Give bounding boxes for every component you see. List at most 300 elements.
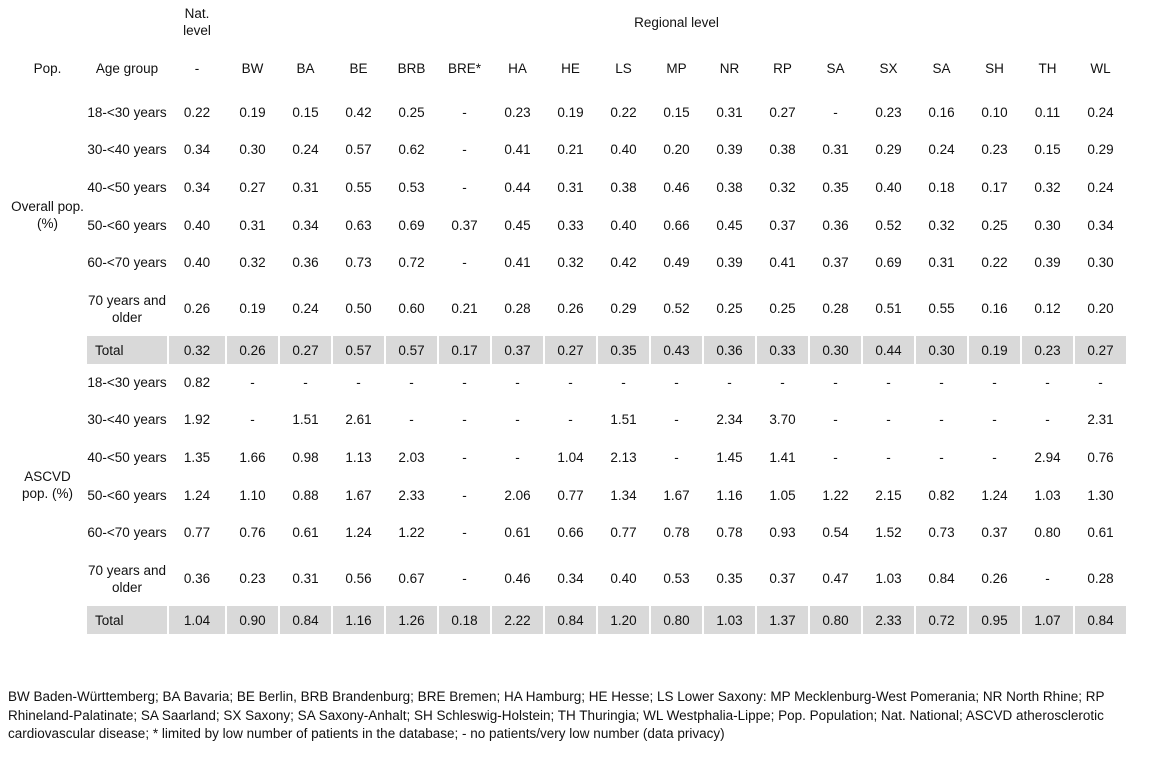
value-cell: 1.41: [769, 449, 796, 465]
value-cell: 0.49: [663, 255, 690, 270]
value-cell: -: [939, 412, 944, 427]
value-cell: 0.32: [928, 217, 955, 233]
value-cell: 0.31: [239, 217, 266, 233]
total-value-cell: 0.36: [704, 336, 755, 364]
total-value-cell: 1.04: [169, 606, 225, 634]
value-cell: -: [462, 525, 467, 540]
population-label: Overall pop. (%): [11, 199, 84, 231]
value-cell: 1.13: [345, 449, 372, 465]
value-cell: -: [674, 449, 679, 465]
total-row: [10, 336, 1126, 364]
value-cell: 0.31: [557, 179, 584, 195]
value-cell: 1.30: [1087, 487, 1114, 503]
value-cell: -: [462, 255, 467, 270]
value-cell: 0.42: [610, 255, 637, 270]
value-cell: 0.82: [928, 487, 955, 503]
total-value-cell: 0.26: [227, 336, 278, 364]
value-cell: 0.22: [610, 105, 637, 120]
total-value-cell: 0.33: [757, 336, 808, 364]
prevalence-table: [8, 2, 1128, 634]
value-cell: 0.38: [769, 142, 796, 157]
value-cell: 0.25: [716, 301, 743, 316]
value-cell: 0.41: [504, 255, 531, 270]
total-value-cell: 0.23: [1022, 336, 1073, 364]
value-cell: -: [462, 375, 467, 390]
value-cell: 0.29: [610, 301, 637, 316]
age-group-cell: 30-<40 years: [87, 142, 167, 157]
value-cell: 0.66: [557, 525, 584, 540]
value-cell: 0.66: [663, 217, 690, 233]
value-cell: 3.70: [769, 412, 796, 427]
value-cell: 0.31: [292, 179, 319, 195]
value-cell: 0.19: [557, 105, 584, 120]
value-cell: -: [462, 571, 467, 586]
value-cell: 0.23: [504, 105, 531, 120]
value-cell: 0.42: [345, 105, 372, 120]
total-value-cell: 0.32: [169, 336, 225, 364]
total-value-cell: 2.33: [863, 606, 914, 634]
region-header: BRE*: [447, 60, 481, 76]
age-group-cell: 50-<60 years: [87, 217, 167, 233]
value-cell: 0.23: [981, 142, 1008, 157]
region-header: RP: [773, 60, 792, 76]
value-cell: 0.76: [1087, 449, 1114, 465]
value-cell: 0.45: [716, 217, 743, 233]
value-cell: 0.24: [292, 301, 319, 316]
value-cell: 0.31: [716, 105, 743, 120]
value-cell: 0.15: [1034, 142, 1061, 157]
value-cell: -: [409, 412, 414, 427]
table-row: [10, 438, 1126, 476]
total-value-cell: 0.90: [227, 606, 278, 634]
region-header: TH: [1038, 60, 1057, 76]
value-cell: 1.67: [663, 487, 690, 503]
value-cell: -: [1045, 412, 1050, 427]
total-value-cell: 0.17: [439, 336, 490, 364]
total-value-cell: 0.19: [969, 336, 1020, 364]
region-header: LS: [615, 60, 632, 76]
value-cell: 0.78: [663, 525, 690, 540]
value-cell: 0.69: [398, 217, 425, 233]
value-cell: 0.41: [504, 142, 531, 157]
value-cell: 0.28: [504, 301, 531, 316]
value-cell: 0.36: [822, 217, 849, 233]
total-value-cell: 0.35: [598, 336, 649, 364]
total-value-cell: 0.18: [439, 606, 490, 634]
value-cell: 0.24: [1087, 179, 1114, 195]
value-cell: 0.67: [398, 571, 425, 586]
value-cell: -: [409, 375, 414, 390]
table-row: [10, 401, 1126, 438]
value-cell: 0.34: [1087, 217, 1114, 233]
value-cell: 0.46: [504, 571, 531, 586]
total-value-cell: 0.80: [651, 606, 702, 634]
value-cell: 0.26: [981, 571, 1008, 586]
value-cell: -: [992, 412, 997, 427]
value-cell: 0.77: [557, 487, 584, 503]
value-cell: 0.26: [557, 301, 584, 316]
value-cell: -: [939, 449, 944, 465]
value-cell: 0.78: [716, 525, 743, 540]
total-value-cell: 0.37: [492, 336, 543, 364]
value-cell: 0.40: [875, 179, 902, 195]
value-cell: 0.51: [875, 301, 902, 316]
value-cell: 0.35: [822, 179, 849, 195]
value-cell: 0.22: [981, 255, 1008, 270]
value-cell: -: [833, 449, 838, 465]
value-cell: 0.37: [981, 525, 1008, 540]
value-cell: 0.77: [183, 525, 211, 540]
value-cell: 2.03: [398, 449, 425, 465]
region-header: MP: [666, 60, 687, 76]
value-cell: 0.34: [183, 142, 211, 157]
value-cell: -: [462, 487, 467, 503]
value-cell: 1.66: [239, 449, 266, 465]
total-value-cell: 1.03: [704, 606, 755, 634]
region-header: SH: [985, 60, 1004, 76]
value-cell: 0.31: [292, 571, 319, 586]
table-row: [10, 131, 1126, 168]
value-cell: 0.61: [504, 525, 531, 540]
value-cell: 2.06: [504, 487, 531, 503]
value-cell: 0.12: [1034, 301, 1061, 316]
value-cell: 0.53: [663, 571, 690, 586]
value-cell: 0.57: [345, 142, 372, 157]
value-cell: 0.54: [822, 525, 849, 540]
value-cell: -: [356, 375, 361, 390]
age-group-cell: 18-<30 years: [87, 105, 167, 120]
value-cell: 0.55: [928, 301, 955, 316]
value-cell: 0.60: [398, 301, 425, 316]
total-value-cell: 1.26: [386, 606, 437, 634]
age-group-cell: 50-<60 years: [87, 487, 167, 503]
total-value-cell: 0.84: [280, 606, 331, 634]
value-cell: -: [568, 375, 573, 390]
value-cell: 0.31: [822, 142, 849, 157]
region-header: SA: [826, 60, 845, 76]
value-cell: 1.24: [981, 487, 1008, 503]
region-header: HA: [508, 60, 527, 76]
value-cell: 0.39: [716, 142, 743, 157]
value-cell: 0.80: [1034, 525, 1061, 540]
value-cell: 1.52: [875, 525, 902, 540]
value-cell: 0.40: [183, 255, 211, 270]
value-cell: 0.24: [1087, 105, 1114, 120]
value-cell: -: [515, 375, 520, 390]
value-cell: 1.45: [716, 449, 743, 465]
total-value-cell: 0.72: [916, 606, 967, 634]
value-cell: 0.35: [716, 571, 743, 586]
value-cell: 1.03: [1034, 487, 1061, 503]
value-cell: -: [462, 412, 467, 427]
value-cell: 1.35: [183, 449, 211, 465]
total-value-cell: 0.27: [1075, 336, 1126, 364]
value-cell: 0.30: [1087, 255, 1114, 270]
value-cell: -: [886, 449, 891, 465]
total-value-cell: 0.27: [545, 336, 596, 364]
value-cell: 0.23: [239, 571, 266, 586]
value-cell: 0.32: [557, 255, 584, 270]
region-header: BE: [349, 60, 368, 76]
value-cell: 0.40: [183, 217, 211, 233]
table-row: [10, 551, 1126, 606]
age-group-cell: 60-<70 years: [87, 255, 167, 270]
value-cell: 2.13: [610, 449, 637, 465]
total-value-cell: 0.43: [651, 336, 702, 364]
total-row: [10, 606, 1126, 634]
value-cell: 0.61: [1087, 525, 1114, 540]
table-row: [10, 168, 1126, 206]
value-cell: 0.40: [610, 217, 637, 233]
value-cell: 0.39: [716, 255, 743, 270]
value-cell: -: [568, 412, 573, 427]
total-value-cell: 0.57: [386, 336, 437, 364]
value-cell: 2.34: [716, 412, 743, 427]
value-cell: 1.51: [610, 412, 637, 427]
total-value-cell: 1.07: [1022, 606, 1073, 634]
value-cell: 0.10: [981, 105, 1008, 120]
total-value-cell: 0.30: [916, 336, 967, 364]
value-cell: 1.04: [557, 449, 584, 465]
value-cell: -: [621, 375, 626, 390]
age-group-cell: 60-<70 years: [87, 525, 167, 540]
value-cell: 0.98: [292, 449, 319, 465]
value-cell: 0.41: [769, 255, 796, 270]
value-cell: 0.52: [875, 217, 902, 233]
value-cell: 0.56: [345, 571, 372, 586]
value-cell: -: [1098, 375, 1103, 390]
value-cell: 0.29: [875, 142, 902, 157]
value-cell: -: [886, 375, 891, 390]
value-cell: 1.34: [610, 487, 637, 503]
value-cell: 0.76: [239, 525, 266, 540]
value-cell: 0.16: [981, 301, 1008, 316]
total-value-cell: 0.44: [863, 336, 914, 364]
value-cell: 0.23: [875, 105, 902, 120]
value-cell: 0.25: [398, 105, 425, 120]
table-row: [10, 244, 1126, 281]
value-cell: 0.25: [981, 217, 1008, 233]
value-cell: 0.24: [292, 142, 319, 157]
value-cell: 0.40: [610, 142, 637, 157]
value-cell: 0.37: [822, 255, 849, 270]
value-cell: 1.24: [345, 525, 372, 540]
value-cell: 0.61: [292, 525, 319, 540]
value-cell: 2.33: [398, 487, 425, 503]
value-cell: -: [250, 412, 255, 427]
region-header: BRB: [397, 60, 426, 76]
value-cell: 0.15: [292, 105, 319, 120]
value-cell: 0.72: [398, 255, 425, 270]
value-cell: -: [515, 412, 520, 427]
value-cell: 2.61: [345, 412, 372, 427]
value-cell: 0.27: [239, 179, 266, 195]
value-cell: 0.25: [769, 301, 796, 316]
value-cell: 0.32: [769, 179, 796, 195]
value-cell: -: [780, 375, 785, 390]
value-cell: 0.26: [183, 301, 211, 316]
value-cell: 0.47: [822, 571, 849, 586]
value-cell: 1.51: [292, 412, 319, 427]
value-cell: -: [515, 449, 520, 465]
age-group-cell: 40-<50 years: [87, 179, 167, 195]
value-cell: 0.77: [610, 525, 637, 540]
value-cell: 0.40: [610, 571, 637, 586]
value-cell: 0.34: [292, 217, 319, 233]
value-cell: 0.88: [292, 487, 319, 503]
value-cell: 0.38: [610, 179, 637, 195]
value-cell: 0.33: [557, 217, 584, 233]
value-cell: 0.44: [504, 179, 531, 195]
total-value-cell: 1.20: [598, 606, 649, 634]
value-cell: 0.38: [716, 179, 743, 195]
value-cell: -: [462, 449, 467, 465]
value-cell: -: [674, 375, 679, 390]
value-cell: 1.22: [822, 487, 849, 503]
table-row: [10, 514, 1126, 551]
value-cell: 1.92: [183, 412, 211, 427]
value-cell: 0.28: [1087, 571, 1114, 586]
value-cell: 0.34: [183, 179, 211, 195]
total-value-cell: 0.84: [545, 606, 596, 634]
value-cell: 0.32: [239, 255, 266, 270]
value-cell: 1.16: [716, 487, 743, 503]
value-cell: 0.16: [928, 105, 955, 120]
value-cell: -: [462, 105, 467, 120]
total-value-cell: 0.27: [280, 336, 331, 364]
value-cell: 0.20: [1087, 301, 1114, 316]
value-cell: 0.20: [663, 142, 690, 157]
value-cell: 0.19: [239, 301, 266, 316]
value-cell: 2.15: [875, 487, 902, 503]
value-cell: 0.52: [663, 301, 690, 316]
region-header: NR: [719, 60, 740, 76]
region-header: WL: [1090, 60, 1111, 76]
value-cell: -: [992, 375, 997, 390]
value-cell: 1.03: [875, 571, 902, 586]
value-cell: 0.21: [557, 142, 584, 157]
value-cell: -: [992, 449, 997, 465]
value-cell: 0.24: [928, 142, 955, 157]
value-cell: 0.30: [1034, 217, 1061, 233]
total-value-cell: 1.37: [757, 606, 808, 634]
nat-sub-header: -: [194, 60, 200, 76]
value-cell: 0.37: [769, 571, 796, 586]
age-group-cell: 18-<30 years: [87, 375, 167, 390]
value-cell: 0.82: [183, 375, 211, 390]
value-cell: 0.28: [822, 301, 849, 316]
value-cell: 0.27: [769, 105, 796, 120]
value-cell: -: [1045, 571, 1050, 586]
value-cell: 2.94: [1034, 449, 1061, 465]
value-cell: 0.55: [345, 179, 372, 195]
value-cell: 0.32: [1034, 179, 1061, 195]
value-cell: 1.24: [183, 487, 211, 503]
value-cell: 0.11: [1034, 105, 1061, 120]
value-cell: 1.05: [769, 487, 796, 503]
value-cell: 0.53: [398, 179, 425, 195]
region-header: BA: [296, 60, 315, 76]
value-cell: 0.34: [557, 571, 584, 586]
region-header: HE: [561, 60, 580, 76]
value-cell: 0.93: [769, 525, 796, 540]
value-cell: 0.21: [451, 301, 478, 316]
nat-level-header: Nat. level: [183, 6, 211, 38]
total-value-cell: 2.22: [492, 606, 543, 634]
value-cell: 0.73: [345, 255, 372, 270]
value-cell: -: [303, 375, 308, 390]
value-cell: 0.36: [292, 255, 319, 270]
total-value-cell: 0.30: [810, 336, 861, 364]
pop-header: Pop.: [33, 60, 62, 76]
table-row: [10, 281, 1126, 336]
total-value-cell: 1.16: [333, 606, 384, 634]
value-cell: -: [462, 179, 467, 195]
total-value-cell: 0.95: [969, 606, 1020, 634]
value-cell: 1.10: [239, 487, 266, 503]
value-cell: -: [727, 375, 732, 390]
value-cell: 0.50: [345, 301, 372, 316]
table-row: [10, 476, 1126, 514]
total-value-cell: 0.84: [1075, 606, 1126, 634]
value-cell: -: [833, 105, 838, 120]
value-cell: -: [250, 375, 255, 390]
value-cell: 0.19: [239, 105, 266, 120]
value-cell: 1.22: [398, 525, 425, 540]
value-cell: 0.22: [183, 105, 211, 120]
region-header: BW: [241, 60, 264, 76]
value-cell: 0.30: [239, 142, 266, 157]
value-cell: 0.18: [928, 179, 955, 195]
table-footnote: BW Baden-Württemberg; BA Bavaria; BE Berlin, BRB Brandenburg; BRE Bremen; HA Hamburg; HE Hesse; LS Lower Saxony: MP Mecklenburg-West Pomerania; NR North Rhine; RP Rhineland-Palatinate; SA Saarland; SX Saxony; SA Saxony-Anhalt; SH Schleswig-Holstein; TH Thuringia; WL Westphalia-Lippe; Pop. Population; Nat. National; ASCVD atherosclerotic cardiovascular disease; * limited by low number of patients in the database; - no patients/very low number (data privacy): [8, 689, 1105, 741]
regional-level-header: Regional level: [634, 14, 719, 30]
table-row: [10, 364, 1126, 401]
age-group-cell: 70 years and older: [87, 562, 167, 595]
value-cell: -: [833, 375, 838, 390]
value-cell: -: [674, 412, 679, 427]
population-label: ASCVD pop. (%): [21, 469, 74, 501]
value-cell: 0.69: [875, 255, 902, 270]
age-group-cell: 40-<50 years: [87, 449, 167, 465]
value-cell: -: [1045, 375, 1050, 390]
total-value-cell: 0.57: [333, 336, 384, 364]
value-cell: 0.17: [981, 179, 1008, 195]
value-cell: 0.45: [504, 217, 531, 233]
value-cell: 0.29: [1087, 142, 1114, 157]
value-cell: 0.39: [1034, 255, 1061, 270]
value-cell: 0.37: [769, 217, 796, 233]
age-group-cell: 30-<40 years: [87, 412, 167, 427]
total-label: Total: [87, 336, 167, 364]
value-cell: -: [886, 412, 891, 427]
value-cell: 0.37: [451, 217, 478, 233]
value-cell: 0.63: [345, 217, 372, 233]
table-row: [10, 206, 1126, 244]
value-cell: 0.31: [928, 255, 955, 270]
age-group-cell: 70 years and older: [87, 292, 167, 325]
value-cell: 1.67: [345, 487, 372, 503]
table-row: [10, 94, 1126, 131]
value-cell: 2.31: [1087, 412, 1114, 427]
value-cell: -: [939, 375, 944, 390]
region-header: SX: [879, 60, 898, 76]
total-label: Total: [87, 606, 167, 634]
age-group-header: Age group: [95, 60, 159, 76]
value-cell: 0.73: [928, 525, 955, 540]
value-cell: 0.15: [663, 105, 690, 120]
value-cell: -: [833, 412, 838, 427]
value-cell: -: [462, 142, 467, 157]
